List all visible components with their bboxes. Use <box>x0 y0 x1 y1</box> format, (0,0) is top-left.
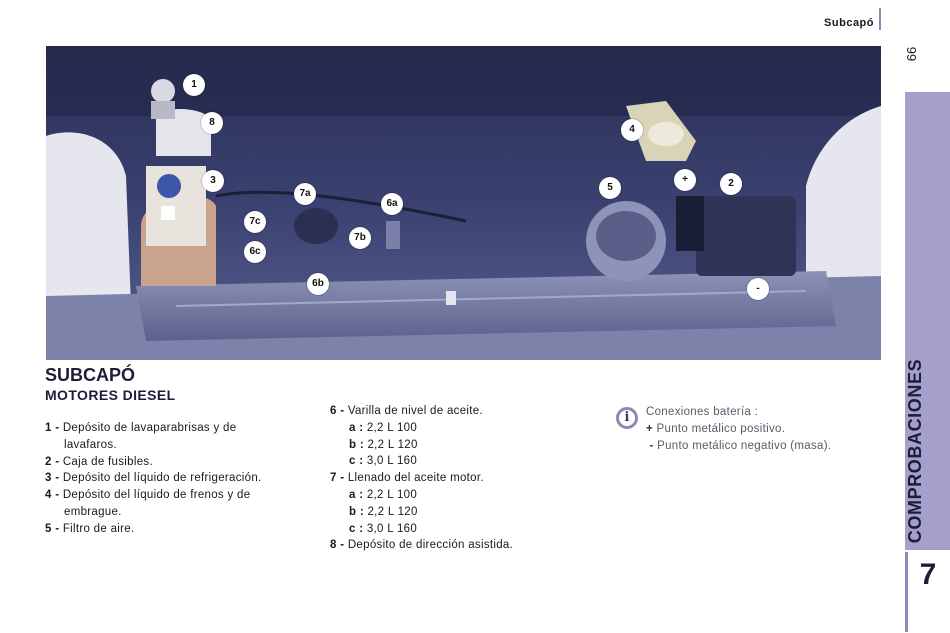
list-subitem: a : 2,2 L 100 <box>349 421 418 434</box>
list-item: 6 - Varilla de nivel de aceite. <box>330 405 483 417</box>
callout-plus: + <box>674 169 696 191</box>
callout-4: 4 <box>621 119 643 141</box>
callout-8: 8 <box>201 112 223 134</box>
callout-2: 2 <box>720 173 742 195</box>
parts-list-middle <box>330 403 600 554</box>
info-title: Conexiones batería : <box>646 406 759 418</box>
info-line-positive: + Punto metálico positivo. <box>646 422 786 435</box>
list-subitem: b : 2,2 L 120 <box>349 505 418 518</box>
callout-7c: 7c <box>244 211 266 233</box>
callout-7a: 7a <box>294 183 316 205</box>
list-subitem: c : 3,0 L 160 <box>349 455 418 468</box>
list-subitem: b : 2,2 L 120 <box>349 438 418 451</box>
callout-5: 5 <box>599 177 621 199</box>
chapter-label: COMPROBACIONES <box>905 358 925 544</box>
chapter-number: 7 <box>919 558 937 591</box>
list-item-continuation: lavafaros. <box>64 438 117 451</box>
list-item: 7 - Llenado del aceite motor. <box>330 472 484 485</box>
list-item-continuation: embrague. <box>64 505 122 518</box>
engine-bay-illustration <box>46 46 881 360</box>
list-item: 3 - Depósito del líquido de refrigeración. <box>45 472 262 485</box>
header-divider <box>879 8 881 30</box>
list-subitem: c : 3,0 L 160 <box>349 522 418 535</box>
callout-1: 1 <box>183 74 205 96</box>
list-item: 4 - Depósito del líquido de frenos y de <box>45 489 251 502</box>
list-item: 5 - Filtro de aire. <box>45 522 135 535</box>
callout-6c: 6c <box>244 241 266 263</box>
page-number: 99 <box>904 46 919 62</box>
callout-3: 3 <box>202 170 224 192</box>
list-item: 1 - Depósito de lavaparabrisas y de <box>45 422 237 434</box>
info-icon: i <box>616 407 638 429</box>
section-subtitle: MOTORES DIESEL <box>45 387 176 403</box>
callout-minus: - <box>747 278 769 300</box>
callout-6a: 6a <box>381 193 403 215</box>
callout-6b: 6b <box>307 273 329 295</box>
engine-bay-photo <box>46 46 881 360</box>
list-item: 8 - Depósito de dirección asistida. <box>330 539 514 552</box>
list-subitem: a : 2,2 L 100 <box>349 488 418 501</box>
info-line-negative: - Punto metálico negativo (masa). <box>649 439 832 452</box>
battery-info-note <box>646 404 831 454</box>
parts-list-left <box>45 420 315 538</box>
list-item: 2 - Caja de fusibles. <box>45 455 153 468</box>
section-title: SUBCAPÓ <box>45 365 136 385</box>
callout-7b: 7b <box>349 227 371 249</box>
header-section-title: Subcapó <box>824 17 874 29</box>
